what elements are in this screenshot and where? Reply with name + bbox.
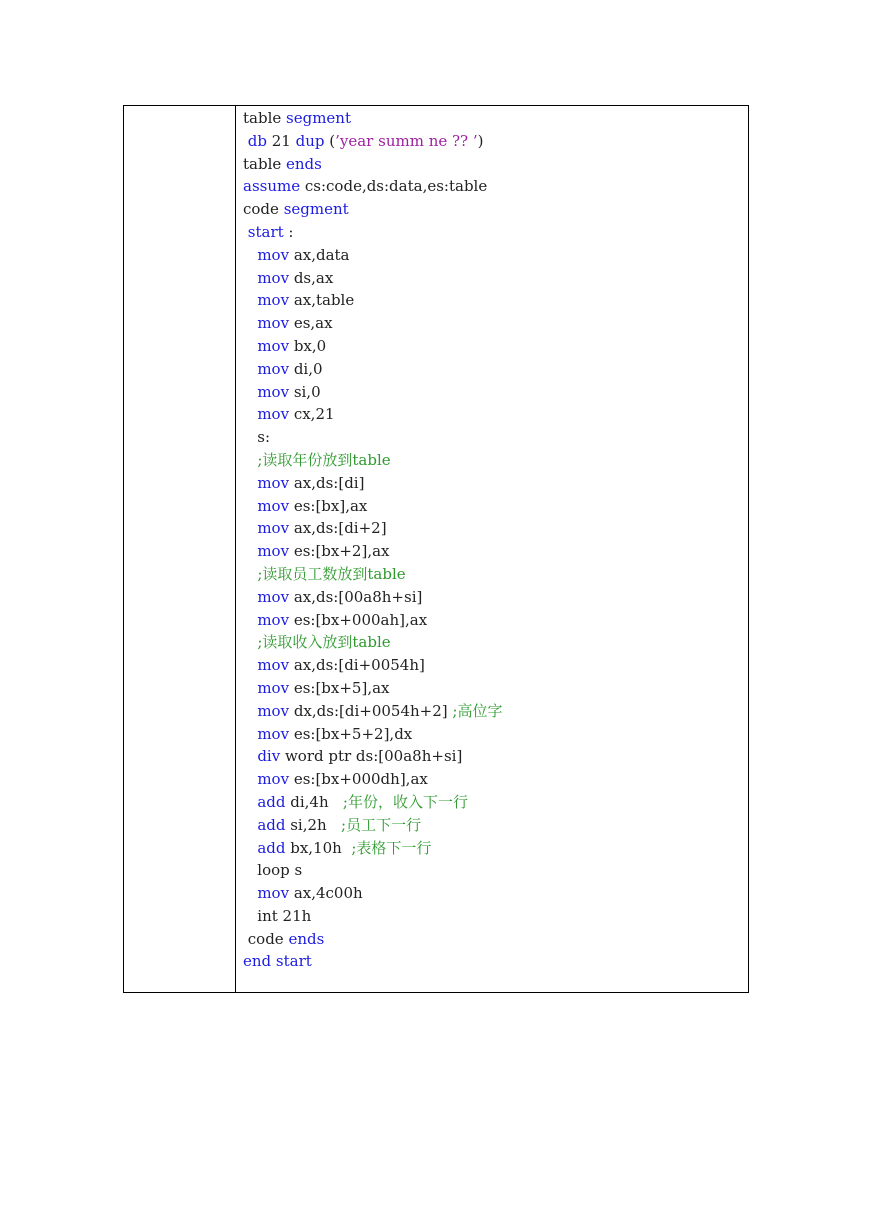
code-token: cx,21 — [289, 405, 335, 424]
code-token: di,4h — [285, 792, 343, 811]
keyword-token: mov — [257, 291, 290, 310]
code-token: es:[bx+000ah],ax — [289, 610, 428, 629]
code-line — [243, 791, 748, 814]
code-token — [243, 884, 257, 902]
comment-token: ;读取年份放到table — [257, 450, 391, 469]
code-line — [243, 882, 748, 905]
code-token: ax,4c00h — [289, 884, 363, 903]
keyword-token: segment — [286, 109, 351, 127]
code-line — [243, 153, 748, 176]
keyword-token: mov — [257, 405, 290, 424]
code-token: ax,ds:[00a8h+si] — [289, 587, 423, 606]
comment-token: ;读取员工数放到table — [257, 564, 406, 583]
code-line — [243, 928, 748, 951]
code-line — [243, 449, 748, 472]
code-token — [243, 246, 257, 264]
code-line — [243, 130, 748, 153]
code-token: 21 — [267, 131, 296, 150]
code-token — [243, 405, 257, 423]
code-line — [243, 540, 748, 563]
code-token: es:[bx+5],ax — [289, 678, 390, 697]
code-token — [243, 451, 257, 469]
code-token — [243, 519, 257, 537]
code-token: ds,ax — [289, 268, 334, 287]
comment-token: ;表格下一行 — [351, 838, 432, 857]
code-line — [243, 403, 748, 426]
code-listing — [236, 106, 748, 992]
code-token: si,0 — [289, 382, 321, 401]
keyword-token: mov — [257, 519, 290, 538]
code-token: ( — [324, 131, 336, 150]
code-token — [243, 611, 257, 629]
code-token: table — [243, 154, 287, 173]
code-line — [243, 563, 748, 586]
code-token — [243, 747, 257, 765]
code-token: es:[bx+5+2],dx — [289, 724, 413, 743]
keyword-token: mov — [257, 336, 290, 355]
keyword-token: mov — [257, 496, 290, 515]
keyword-token: mov — [257, 268, 290, 287]
keyword-token: add — [257, 815, 286, 834]
code-token: es:[bx],ax — [289, 496, 368, 515]
code-line — [243, 244, 748, 267]
code-token: int 21h — [243, 906, 312, 925]
code-token — [243, 383, 257, 401]
code-line — [243, 814, 748, 837]
code-token — [243, 497, 257, 515]
keyword-token: db — [247, 131, 267, 150]
keyword-token: mov — [257, 724, 290, 743]
code-token — [243, 633, 257, 651]
keyword-token: mov — [257, 701, 290, 720]
keyword-token: mov — [257, 542, 290, 561]
code-line — [243, 335, 748, 358]
comment-token: ;员工下一行 — [341, 815, 422, 834]
keyword-token: assume — [243, 177, 301, 196]
keyword-token: mov — [257, 359, 290, 378]
keyword-token: mov — [257, 610, 290, 629]
code-token — [243, 565, 257, 583]
comment-token: ;高位字 — [452, 701, 503, 720]
code-line — [243, 472, 748, 495]
code-token: di,0 — [289, 359, 323, 378]
keyword-token: mov — [257, 656, 290, 675]
code-token: bx,10h — [285, 838, 352, 857]
code-token: table — [243, 109, 287, 127]
code-line — [243, 198, 748, 221]
code-token — [243, 269, 257, 287]
code-line — [243, 221, 748, 244]
keyword-token: end — [243, 952, 272, 971]
code-line — [243, 745, 748, 768]
code-line — [243, 609, 748, 632]
code-token: es,ax — [289, 314, 333, 333]
keyword-token: mov — [257, 587, 290, 606]
keyword-token: mov — [257, 770, 290, 789]
table-left-cell — [124, 106, 236, 992]
keyword-token: dup — [295, 131, 325, 150]
code-token: ax,ds:[di+0054h] — [289, 656, 425, 675]
code-line — [243, 495, 748, 518]
keyword-token: start — [247, 222, 284, 241]
code-token: bx,0 — [289, 336, 327, 355]
keyword-token: div — [257, 747, 281, 766]
code-line — [243, 768, 748, 791]
code-line — [243, 700, 748, 723]
code-line — [243, 905, 748, 928]
code-line — [243, 723, 748, 746]
code-line — [243, 586, 748, 609]
code-line — [243, 312, 748, 335]
keyword-token: segment — [283, 200, 349, 219]
code-line — [243, 677, 748, 700]
code-token — [243, 291, 257, 309]
keyword-token: mov — [257, 245, 290, 264]
code-token — [243, 679, 257, 697]
code-line — [243, 837, 748, 860]
code-table — [123, 105, 749, 993]
code-token: code — [243, 929, 289, 948]
code-token: loop s — [243, 861, 303, 880]
code-token — [243, 474, 257, 492]
comment-token: ;读取收入放到table — [257, 633, 391, 652]
code-token: si,2h — [285, 815, 342, 834]
keyword-token: add — [257, 838, 286, 857]
code-token — [243, 816, 257, 834]
keyword-token: mov — [257, 678, 290, 697]
code-token: : — [283, 222, 294, 241]
code-token: cs:code,ds:data,es:table — [300, 177, 488, 196]
code-line — [243, 859, 748, 882]
code-token: s: — [243, 428, 271, 447]
keyword-token: ends — [286, 154, 322, 173]
keyword-token: mov — [257, 314, 290, 333]
code-token — [243, 770, 257, 788]
code-token — [243, 702, 257, 720]
code-line — [243, 517, 748, 540]
code-token — [243, 725, 257, 743]
code-token — [243, 360, 257, 378]
code-token: es:[bx+2],ax — [289, 542, 390, 561]
code-line — [243, 267, 748, 290]
keyword-token: start — [275, 952, 312, 971]
code-line — [243, 381, 748, 404]
code-line — [243, 426, 748, 449]
keyword-token: mov — [257, 382, 290, 401]
code-token: ax,table — [289, 291, 355, 310]
code-token — [243, 839, 257, 857]
string-token: ’year summ ne ?? ’ — [335, 131, 478, 150]
code-token: word ptr ds:[00a8h+si] — [280, 747, 463, 766]
code-token — [243, 314, 257, 332]
keyword-token: add — [257, 792, 286, 811]
code-token: es:[bx+000dh],ax — [289, 770, 428, 789]
comment-token: ;年份，收入下一行 — [342, 792, 468, 811]
code-token: ax,ds:[di] — [289, 473, 365, 492]
code-line — [243, 358, 748, 381]
code-line — [243, 654, 748, 677]
code-token — [243, 793, 257, 811]
code-token: ) — [477, 131, 484, 150]
code-token: ax,ds:[di+2] — [289, 519, 387, 538]
code-token: code — [243, 200, 284, 219]
code-token — [243, 656, 257, 674]
code-line — [243, 950, 748, 973]
code-token: ax,data — [289, 245, 350, 264]
code-line — [243, 175, 748, 198]
code-token — [243, 337, 257, 355]
keyword-token: mov — [257, 884, 290, 903]
code-line — [243, 289, 748, 312]
code-line — [243, 107, 748, 130]
code-token — [243, 542, 257, 560]
code-token — [243, 588, 257, 606]
keyword-token: mov — [257, 473, 290, 492]
code-token: dx,ds:[di+0054h+2] — [289, 701, 453, 720]
keyword-token: ends — [288, 929, 325, 948]
code-line — [243, 631, 748, 654]
